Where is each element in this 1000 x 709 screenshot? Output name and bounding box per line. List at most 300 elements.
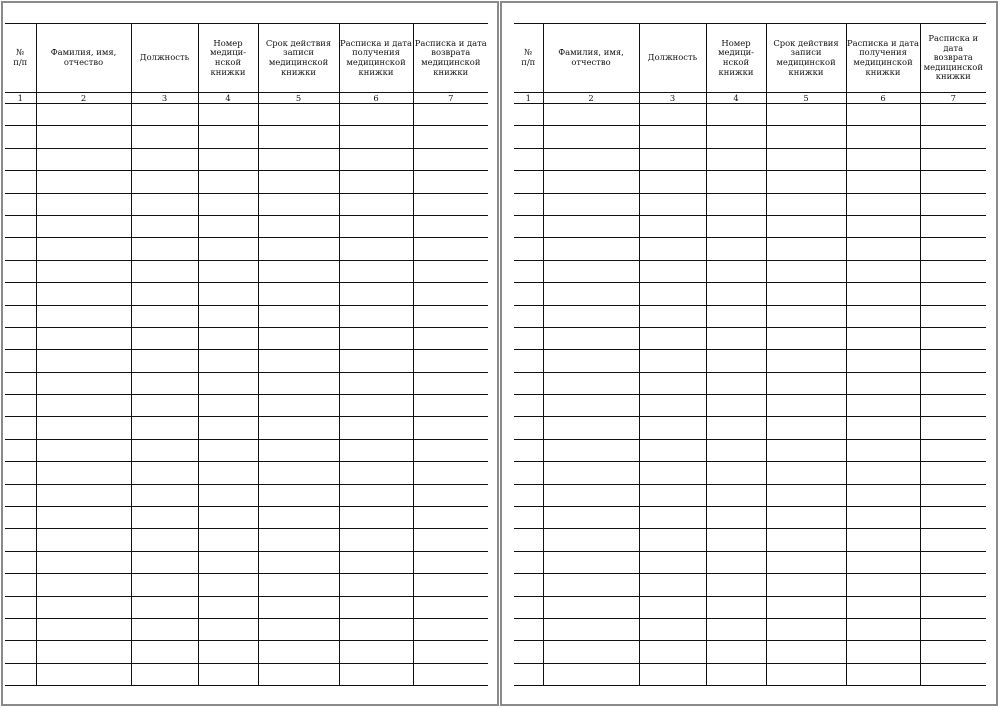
table-cell[interactable] xyxy=(846,618,920,640)
table-cell[interactable] xyxy=(413,507,488,529)
table-cell[interactable] xyxy=(920,507,986,529)
table-cell[interactable] xyxy=(514,238,543,260)
table-cell[interactable] xyxy=(131,260,198,282)
table-cell[interactable] xyxy=(706,574,766,596)
table-cell[interactable] xyxy=(413,395,488,417)
table-cell[interactable] xyxy=(36,193,131,215)
table-cell[interactable] xyxy=(766,350,846,372)
table-cell[interactable] xyxy=(706,283,766,305)
table-cell[interactable] xyxy=(920,238,986,260)
table-cell[interactable] xyxy=(543,529,639,551)
table-cell[interactable] xyxy=(339,171,413,193)
table-cell[interactable] xyxy=(514,148,543,170)
table-cell[interactable] xyxy=(36,641,131,663)
table-cell[interactable] xyxy=(639,327,706,349)
table-cell[interactable] xyxy=(258,417,339,439)
table-cell[interactable] xyxy=(413,641,488,663)
table-cell[interactable] xyxy=(198,574,258,596)
table-cell[interactable] xyxy=(413,104,488,126)
table-cell[interactable] xyxy=(766,126,846,148)
table-cell[interactable] xyxy=(198,260,258,282)
table-cell[interactable] xyxy=(198,193,258,215)
table-cell[interactable] xyxy=(846,260,920,282)
table-cell[interactable] xyxy=(258,104,339,126)
table-cell[interactable] xyxy=(766,283,846,305)
table-cell[interactable] xyxy=(36,260,131,282)
table-cell[interactable] xyxy=(766,484,846,506)
table-cell[interactable] xyxy=(36,596,131,618)
table-cell[interactable] xyxy=(131,305,198,327)
table-cell[interactable] xyxy=(413,238,488,260)
table-cell[interactable] xyxy=(198,417,258,439)
table-cell[interactable] xyxy=(339,507,413,529)
table-cell[interactable] xyxy=(706,126,766,148)
table-cell[interactable] xyxy=(543,350,639,372)
table-cell[interactable] xyxy=(514,372,543,394)
table-cell[interactable] xyxy=(258,260,339,282)
table-cell[interactable] xyxy=(5,126,36,148)
table-cell[interactable] xyxy=(766,439,846,461)
table-cell[interactable] xyxy=(514,596,543,618)
table-cell[interactable] xyxy=(198,350,258,372)
table-cell[interactable] xyxy=(5,596,36,618)
table-cell[interactable] xyxy=(514,417,543,439)
table-cell[interactable] xyxy=(339,283,413,305)
table-cell[interactable] xyxy=(339,529,413,551)
table-cell[interactable] xyxy=(846,350,920,372)
table-cell[interactable] xyxy=(639,171,706,193)
table-cell[interactable] xyxy=(706,193,766,215)
table-cell[interactable] xyxy=(413,215,488,237)
table-cell[interactable] xyxy=(5,215,36,237)
table-cell[interactable] xyxy=(131,193,198,215)
table-cell[interactable] xyxy=(639,238,706,260)
table-cell[interactable] xyxy=(639,260,706,282)
table-cell[interactable] xyxy=(413,529,488,551)
table-cell[interactable] xyxy=(920,462,986,484)
table-cell[interactable] xyxy=(920,641,986,663)
table-cell[interactable] xyxy=(36,283,131,305)
table-cell[interactable] xyxy=(543,327,639,349)
table-cell[interactable] xyxy=(543,663,639,685)
table-cell[interactable] xyxy=(36,574,131,596)
table-cell[interactable] xyxy=(198,395,258,417)
table-cell[interactable] xyxy=(131,529,198,551)
table-cell[interactable] xyxy=(36,551,131,573)
table-cell[interactable] xyxy=(920,104,986,126)
table-cell[interactable] xyxy=(5,238,36,260)
table-cell[interactable] xyxy=(639,574,706,596)
table-cell[interactable] xyxy=(131,417,198,439)
table-cell[interactable] xyxy=(36,238,131,260)
table-cell[interactable] xyxy=(639,529,706,551)
table-cell[interactable] xyxy=(766,551,846,573)
table-cell[interactable] xyxy=(131,372,198,394)
table-cell[interactable] xyxy=(5,484,36,506)
table-cell[interactable] xyxy=(514,529,543,551)
table-cell[interactable] xyxy=(543,462,639,484)
table-cell[interactable] xyxy=(5,171,36,193)
table-cell[interactable] xyxy=(258,372,339,394)
table-cell[interactable] xyxy=(543,574,639,596)
table-cell[interactable] xyxy=(543,641,639,663)
table-cell[interactable] xyxy=(766,641,846,663)
table-cell[interactable] xyxy=(258,215,339,237)
table-cell[interactable] xyxy=(5,350,36,372)
table-cell[interactable] xyxy=(198,372,258,394)
table-cell[interactable] xyxy=(413,305,488,327)
table-cell[interactable] xyxy=(339,395,413,417)
table-cell[interactable] xyxy=(766,417,846,439)
table-cell[interactable] xyxy=(639,104,706,126)
table-cell[interactable] xyxy=(258,439,339,461)
table-cell[interactable] xyxy=(514,395,543,417)
table-cell[interactable] xyxy=(198,663,258,685)
table-cell[interactable] xyxy=(339,215,413,237)
table-cell[interactable] xyxy=(846,551,920,573)
table-cell[interactable] xyxy=(639,462,706,484)
table-cell[interactable] xyxy=(36,507,131,529)
table-cell[interactable] xyxy=(36,618,131,640)
table-cell[interactable] xyxy=(543,439,639,461)
table-cell[interactable] xyxy=(920,305,986,327)
table-cell[interactable] xyxy=(846,171,920,193)
table-cell[interactable] xyxy=(198,104,258,126)
table-cell[interactable] xyxy=(514,439,543,461)
table-cell[interactable] xyxy=(198,462,258,484)
table-cell[interactable] xyxy=(131,618,198,640)
table-cell[interactable] xyxy=(339,417,413,439)
table-cell[interactable] xyxy=(131,663,198,685)
table-cell[interactable] xyxy=(5,104,36,126)
table-cell[interactable] xyxy=(413,126,488,148)
table-cell[interactable] xyxy=(131,439,198,461)
table-cell[interactable] xyxy=(258,596,339,618)
table-cell[interactable] xyxy=(131,171,198,193)
table-cell[interactable] xyxy=(543,148,639,170)
table-cell[interactable] xyxy=(36,462,131,484)
table-cell[interactable] xyxy=(543,104,639,126)
table-cell[interactable] xyxy=(639,372,706,394)
table-cell[interactable] xyxy=(131,126,198,148)
table-cell[interactable] xyxy=(639,596,706,618)
table-cell[interactable] xyxy=(846,417,920,439)
table-cell[interactable] xyxy=(131,215,198,237)
table-cell[interactable] xyxy=(36,529,131,551)
table-cell[interactable] xyxy=(413,350,488,372)
table-cell[interactable] xyxy=(514,574,543,596)
table-cell[interactable] xyxy=(639,507,706,529)
table-cell[interactable] xyxy=(131,507,198,529)
table-cell[interactable] xyxy=(258,507,339,529)
table-cell[interactable] xyxy=(514,507,543,529)
table-cell[interactable] xyxy=(706,529,766,551)
table-cell[interactable] xyxy=(543,372,639,394)
table-cell[interactable] xyxy=(258,551,339,573)
table-cell[interactable] xyxy=(706,484,766,506)
table-cell[interactable] xyxy=(920,148,986,170)
table-cell[interactable] xyxy=(413,283,488,305)
table-cell[interactable] xyxy=(706,148,766,170)
table-cell[interactable] xyxy=(766,663,846,685)
table-cell[interactable] xyxy=(846,596,920,618)
table-cell[interactable] xyxy=(198,596,258,618)
table-cell[interactable] xyxy=(258,193,339,215)
table-cell[interactable] xyxy=(766,327,846,349)
table-cell[interactable] xyxy=(339,350,413,372)
table-cell[interactable] xyxy=(543,126,639,148)
table-cell[interactable] xyxy=(131,395,198,417)
table-cell[interactable] xyxy=(131,104,198,126)
table-cell[interactable] xyxy=(639,148,706,170)
table-cell[interactable] xyxy=(706,260,766,282)
table-cell[interactable] xyxy=(766,215,846,237)
table-cell[interactable] xyxy=(198,529,258,551)
table-cell[interactable] xyxy=(258,395,339,417)
table-cell[interactable] xyxy=(5,283,36,305)
table-cell[interactable] xyxy=(706,551,766,573)
table-cell[interactable] xyxy=(920,350,986,372)
table-cell[interactable] xyxy=(36,126,131,148)
table-cell[interactable] xyxy=(413,372,488,394)
table-cell[interactable] xyxy=(514,618,543,640)
table-cell[interactable] xyxy=(920,618,986,640)
table-cell[interactable] xyxy=(706,215,766,237)
table-cell[interactable] xyxy=(131,283,198,305)
table-cell[interactable] xyxy=(639,395,706,417)
table-cell[interactable] xyxy=(706,596,766,618)
table-cell[interactable] xyxy=(339,596,413,618)
table-cell[interactable] xyxy=(639,305,706,327)
table-cell[interactable] xyxy=(706,171,766,193)
table-cell[interactable] xyxy=(639,618,706,640)
table-cell[interactable] xyxy=(846,663,920,685)
table-cell[interactable] xyxy=(543,395,639,417)
table-cell[interactable] xyxy=(36,372,131,394)
table-cell[interactable] xyxy=(514,462,543,484)
table-cell[interactable] xyxy=(258,148,339,170)
table-cell[interactable] xyxy=(543,215,639,237)
table-cell[interactable] xyxy=(920,283,986,305)
table-cell[interactable] xyxy=(5,395,36,417)
table-cell[interactable] xyxy=(514,327,543,349)
table-cell[interactable] xyxy=(36,350,131,372)
table-cell[interactable] xyxy=(258,171,339,193)
table-cell[interactable] xyxy=(514,171,543,193)
table-cell[interactable] xyxy=(198,507,258,529)
table-cell[interactable] xyxy=(846,641,920,663)
table-cell[interactable] xyxy=(920,484,986,506)
table-cell[interactable] xyxy=(36,215,131,237)
table-cell[interactable] xyxy=(846,283,920,305)
table-cell[interactable] xyxy=(766,104,846,126)
table-cell[interactable] xyxy=(846,327,920,349)
table-cell[interactable] xyxy=(198,618,258,640)
table-cell[interactable] xyxy=(36,439,131,461)
table-cell[interactable] xyxy=(706,618,766,640)
table-cell[interactable] xyxy=(920,663,986,685)
table-cell[interactable] xyxy=(766,171,846,193)
table-cell[interactable] xyxy=(413,618,488,640)
table-cell[interactable] xyxy=(413,484,488,506)
table-cell[interactable] xyxy=(339,126,413,148)
table-cell[interactable] xyxy=(706,439,766,461)
table-cell[interactable] xyxy=(514,104,543,126)
table-cell[interactable] xyxy=(706,641,766,663)
table-cell[interactable] xyxy=(846,529,920,551)
table-cell[interactable] xyxy=(766,618,846,640)
table-cell[interactable] xyxy=(514,551,543,573)
table-cell[interactable] xyxy=(5,193,36,215)
table-cell[interactable] xyxy=(258,462,339,484)
table-cell[interactable] xyxy=(846,126,920,148)
table-cell[interactable] xyxy=(920,260,986,282)
table-cell[interactable] xyxy=(766,305,846,327)
table-cell[interactable] xyxy=(198,484,258,506)
table-cell[interactable] xyxy=(846,462,920,484)
table-cell[interactable] xyxy=(198,148,258,170)
table-cell[interactable] xyxy=(36,148,131,170)
table-cell[interactable] xyxy=(706,372,766,394)
table-cell[interactable] xyxy=(5,641,36,663)
table-cell[interactable] xyxy=(639,126,706,148)
table-cell[interactable] xyxy=(36,484,131,506)
table-cell[interactable] xyxy=(36,104,131,126)
table-cell[interactable] xyxy=(198,126,258,148)
table-cell[interactable] xyxy=(846,574,920,596)
table-cell[interactable] xyxy=(846,305,920,327)
table-cell[interactable] xyxy=(766,596,846,618)
table-cell[interactable] xyxy=(639,193,706,215)
table-cell[interactable] xyxy=(639,283,706,305)
table-cell[interactable] xyxy=(413,260,488,282)
table-cell[interactable] xyxy=(339,305,413,327)
table-cell[interactable] xyxy=(514,663,543,685)
table-cell[interactable] xyxy=(766,238,846,260)
table-cell[interactable] xyxy=(198,439,258,461)
table-cell[interactable] xyxy=(706,507,766,529)
table-cell[interactable] xyxy=(131,574,198,596)
table-cell[interactable] xyxy=(766,574,846,596)
table-cell[interactable] xyxy=(258,618,339,640)
table-cell[interactable] xyxy=(920,171,986,193)
table-cell[interactable] xyxy=(639,551,706,573)
table-cell[interactable] xyxy=(413,439,488,461)
table-cell[interactable] xyxy=(36,395,131,417)
table-cell[interactable] xyxy=(766,193,846,215)
table-cell[interactable] xyxy=(198,327,258,349)
table-cell[interactable] xyxy=(766,529,846,551)
table-cell[interactable] xyxy=(5,507,36,529)
table-cell[interactable] xyxy=(706,417,766,439)
table-cell[interactable] xyxy=(36,305,131,327)
table-cell[interactable] xyxy=(5,327,36,349)
table-cell[interactable] xyxy=(543,238,639,260)
table-cell[interactable] xyxy=(339,260,413,282)
table-cell[interactable] xyxy=(198,641,258,663)
table-cell[interactable] xyxy=(413,193,488,215)
table-cell[interactable] xyxy=(706,663,766,685)
table-cell[interactable] xyxy=(258,350,339,372)
table-cell[interactable] xyxy=(766,260,846,282)
table-cell[interactable] xyxy=(920,327,986,349)
table-cell[interactable] xyxy=(36,171,131,193)
table-cell[interactable] xyxy=(131,596,198,618)
table-cell[interactable] xyxy=(258,327,339,349)
table-cell[interactable] xyxy=(543,171,639,193)
table-cell[interactable] xyxy=(543,417,639,439)
table-cell[interactable] xyxy=(5,462,36,484)
table-cell[interactable] xyxy=(920,193,986,215)
table-cell[interactable] xyxy=(639,417,706,439)
table-cell[interactable] xyxy=(846,238,920,260)
table-cell[interactable] xyxy=(339,574,413,596)
table-cell[interactable] xyxy=(514,484,543,506)
table-cell[interactable] xyxy=(198,171,258,193)
table-cell[interactable] xyxy=(543,260,639,282)
table-cell[interactable] xyxy=(706,305,766,327)
table-cell[interactable] xyxy=(543,507,639,529)
table-cell[interactable] xyxy=(5,417,36,439)
table-cell[interactable] xyxy=(36,417,131,439)
table-cell[interactable] xyxy=(543,484,639,506)
table-cell[interactable] xyxy=(514,641,543,663)
table-cell[interactable] xyxy=(639,484,706,506)
table-cell[interactable] xyxy=(920,529,986,551)
table-cell[interactable] xyxy=(131,238,198,260)
table-cell[interactable] xyxy=(5,372,36,394)
table-cell[interactable] xyxy=(413,551,488,573)
table-cell[interactable] xyxy=(339,439,413,461)
table-cell[interactable] xyxy=(846,215,920,237)
table-cell[interactable] xyxy=(543,193,639,215)
table-cell[interactable] xyxy=(413,574,488,596)
table-cell[interactable] xyxy=(920,596,986,618)
table-cell[interactable] xyxy=(5,551,36,573)
table-cell[interactable] xyxy=(920,551,986,573)
table-cell[interactable] xyxy=(339,372,413,394)
table-cell[interactable] xyxy=(198,215,258,237)
table-cell[interactable] xyxy=(920,395,986,417)
table-cell[interactable] xyxy=(846,507,920,529)
table-cell[interactable] xyxy=(131,327,198,349)
table-cell[interactable] xyxy=(543,305,639,327)
table-cell[interactable] xyxy=(846,104,920,126)
table-cell[interactable] xyxy=(258,283,339,305)
table-cell[interactable] xyxy=(258,641,339,663)
table-cell[interactable] xyxy=(920,574,986,596)
table-cell[interactable] xyxy=(339,641,413,663)
table-cell[interactable] xyxy=(514,193,543,215)
table-cell[interactable] xyxy=(339,238,413,260)
table-cell[interactable] xyxy=(198,283,258,305)
table-cell[interactable] xyxy=(706,462,766,484)
table-cell[interactable] xyxy=(5,439,36,461)
table-cell[interactable] xyxy=(413,417,488,439)
table-cell[interactable] xyxy=(514,283,543,305)
table-cell[interactable] xyxy=(706,395,766,417)
table-cell[interactable] xyxy=(339,148,413,170)
table-cell[interactable] xyxy=(920,215,986,237)
table-cell[interactable] xyxy=(131,484,198,506)
table-cell[interactable] xyxy=(198,305,258,327)
table-cell[interactable] xyxy=(339,618,413,640)
table-cell[interactable] xyxy=(639,350,706,372)
table-cell[interactable] xyxy=(706,104,766,126)
table-cell[interactable] xyxy=(339,484,413,506)
table-cell[interactable] xyxy=(131,641,198,663)
table-cell[interactable] xyxy=(413,596,488,618)
